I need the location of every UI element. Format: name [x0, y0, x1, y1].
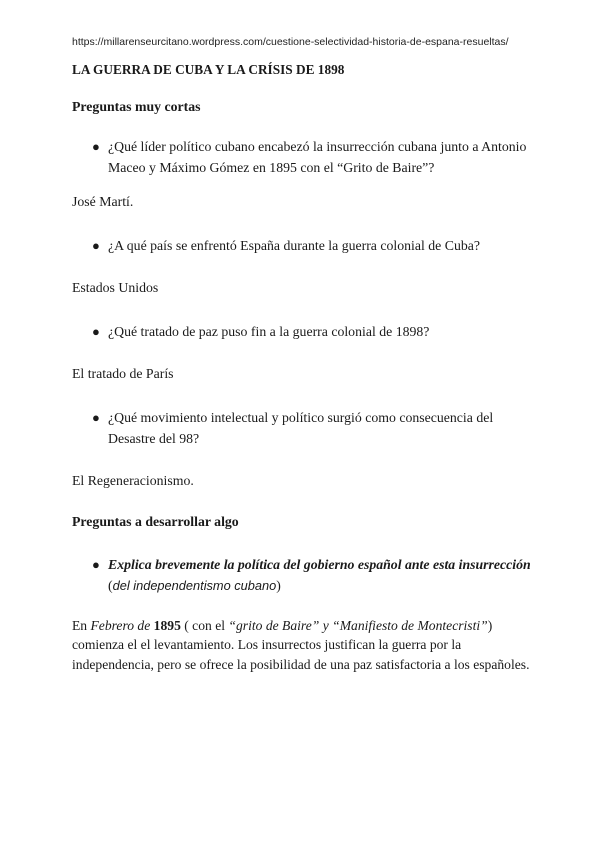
- answer-2: Estados Unidos: [72, 279, 159, 295]
- question-1: [72, 136, 542, 178]
- bullet-icon: ●: [92, 237, 100, 253]
- para-text: ( con el: [180, 617, 229, 633]
- para-text: ) comienza el el levantamiento. Los insurrectos justifican la guerra por la independencia, pero se ofrece la posibilidad de una paz satisfactoria a los españoles.: [72, 617, 530, 672]
- question-2: [72, 235, 542, 256]
- section-heading-develop-questions: Preguntas a desarrollar algo: [72, 513, 239, 529]
- document-title: LA GUERRA DE CUBA Y LA CRÍSIS DE 1898: [72, 61, 345, 77]
- answer-1: José Martí.: [72, 193, 134, 209]
- answer-paragraph: [72, 616, 542, 675]
- question-4: [72, 407, 542, 449]
- bullet-icon: ●: [92, 556, 100, 572]
- para-text: En: [72, 617, 91, 633]
- document-page: [72, 36, 542, 674]
- question-text: ¿Qué líder político cubano encabezó la insurrección cubana junto a Antonio Maceo y Máximo Gómez en 1895 con el “Grito de Baire”?: [108, 138, 527, 175]
- answer-3: El tratado de París: [72, 365, 174, 381]
- question-text: ¿Qué movimiento intelectual y político surgió como consecuencia del Desastre del 98?: [108, 409, 494, 446]
- question-5-bold-text: Explica brevemente la política del gobierno español ante esta insurrección: [108, 556, 531, 572]
- question-text: ¿A qué país se enfrentó España durante la guerra colonial de Cuba?: [108, 237, 480, 253]
- para-quoted-names: “grito de Baire” y “Manifiesto de Montecristi”: [228, 617, 488, 633]
- bullet-icon: ●: [92, 409, 100, 425]
- question-text: ¿Qué tratado de paz puso fin a la guerra colonial de 1898?: [108, 323, 430, 339]
- bullet-icon: ●: [92, 323, 100, 339]
- para-year: 1895: [153, 617, 181, 633]
- question-5-paren-text: del independentismo cubano: [112, 577, 277, 593]
- question-5: [72, 554, 542, 596]
- source-url[interactable]: https://millarenseurcitano.wordpress.com/cuestione-selectividad-historia-de-espana-resueltas/: [72, 36, 509, 48]
- question-3: [72, 321, 542, 342]
- bullet-icon: ●: [92, 138, 100, 154]
- para-date-month: Febrero de: [90, 617, 151, 633]
- paren-close: ): [276, 577, 281, 593]
- answer-4: El Regeneracionismo.: [72, 472, 194, 488]
- section-heading-short-questions: Preguntas muy cortas: [72, 98, 201, 114]
- paren-open: (: [108, 577, 113, 593]
